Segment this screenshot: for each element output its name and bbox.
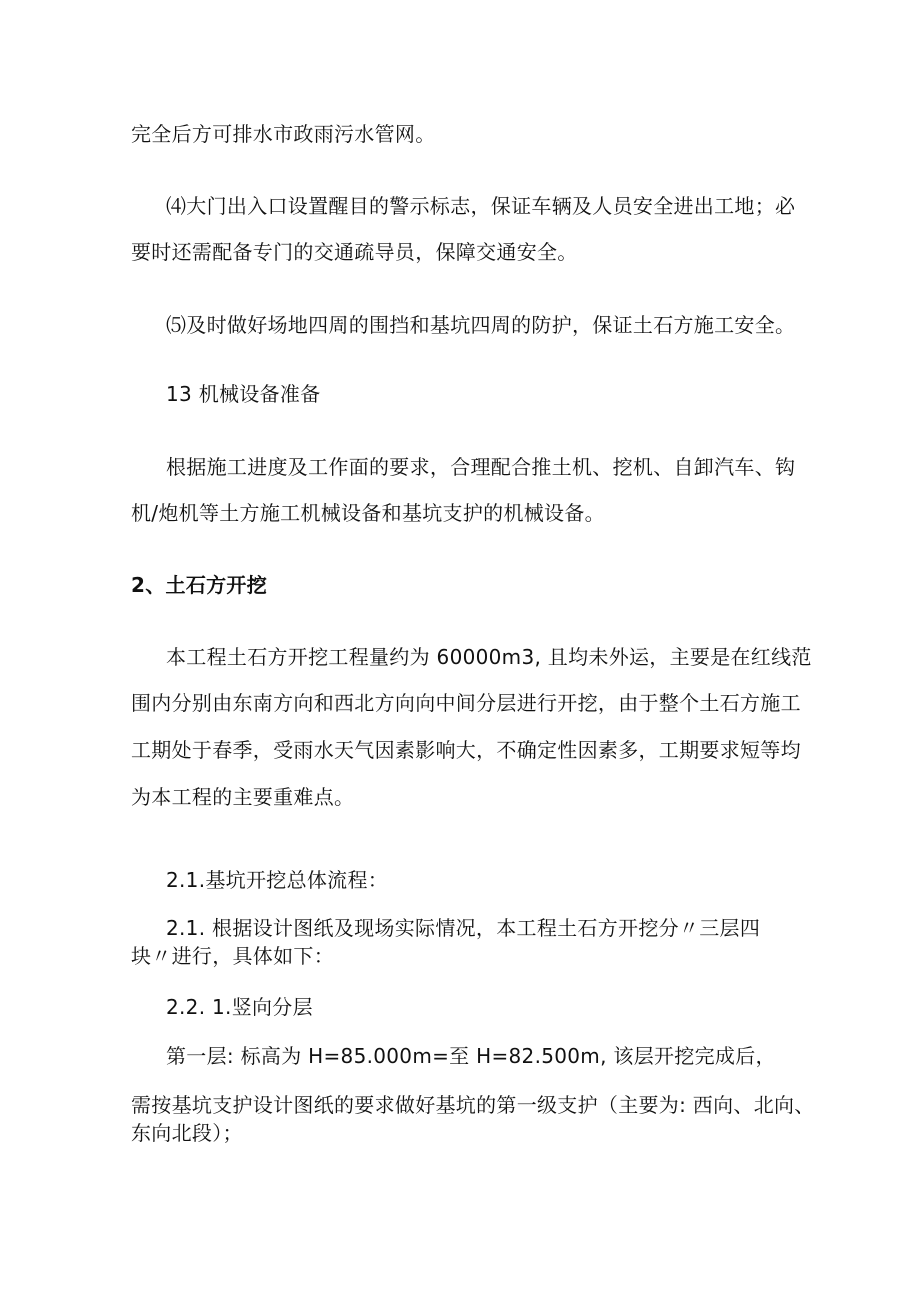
text-line-9: 本工程土石方开挖工程量约为 60000m3, 且均未外运，主要是在红线范 (166, 645, 812, 669)
text-line-1: 完全后方可排水市政雨污水管网。 (131, 122, 436, 146)
text-line-10: 围内分别由东南方向和西北方向向中间分层进行开挖，由于整个土石方施工 (131, 691, 801, 715)
text-line-11: 工期处于春季，受雨水天气因素影响大，不确定性因素多，工期要求短等均 (131, 738, 801, 762)
text-line-12: 为本工程的主要重难点。 (131, 785, 355, 809)
text-line-19: 东向北段）； (131, 1121, 243, 1145)
text-line-2: ⑷大门出入口设置醒目的警示标志，保证车辆及人员安全进出工地；必 (166, 194, 796, 218)
text-line-3: 要时还需配备专门的交通疏导员，保障交通安全。 (131, 240, 578, 264)
text-line-7: 机/炮机等土方施工机械设备和基坑支护的机械设备。 (131, 501, 605, 525)
text-line-18: 需按基坑支护设计图纸的要求做好基坑的第一级支护（主要为: 西向、北向、 (131, 1093, 815, 1117)
text-line-17: 第一层: 标高为 H=85.000m=至 H=82.500m, 该层开挖完成后， (166, 1044, 776, 1068)
text-line-14: 2.1. 根据设计图纸及现场实际情况，本工程土石方开挖分〃三层四 (166, 916, 761, 940)
text-line-15: 块〃进行，具体如下： (131, 944, 334, 968)
subsection-heading-2-1: 2.1.基坑开挖总体流程： (166, 868, 389, 892)
section-heading-excavation: 2、土石方开挖 (131, 573, 268, 597)
text-line-6: 根据施工进度及工作面的要求，合理配合推土机、挖机、自卸汽车、钩 (166, 455, 796, 479)
text-line-4: ⑸及时做好场地四周的围挡和基坑四周的防护，保证土石方施工安全。 (166, 313, 796, 337)
subsection-heading-2-2: 2.2. 1.竖向分层 (166, 995, 313, 1019)
section-heading-machinery: 13 机械设备准备 (166, 382, 321, 406)
